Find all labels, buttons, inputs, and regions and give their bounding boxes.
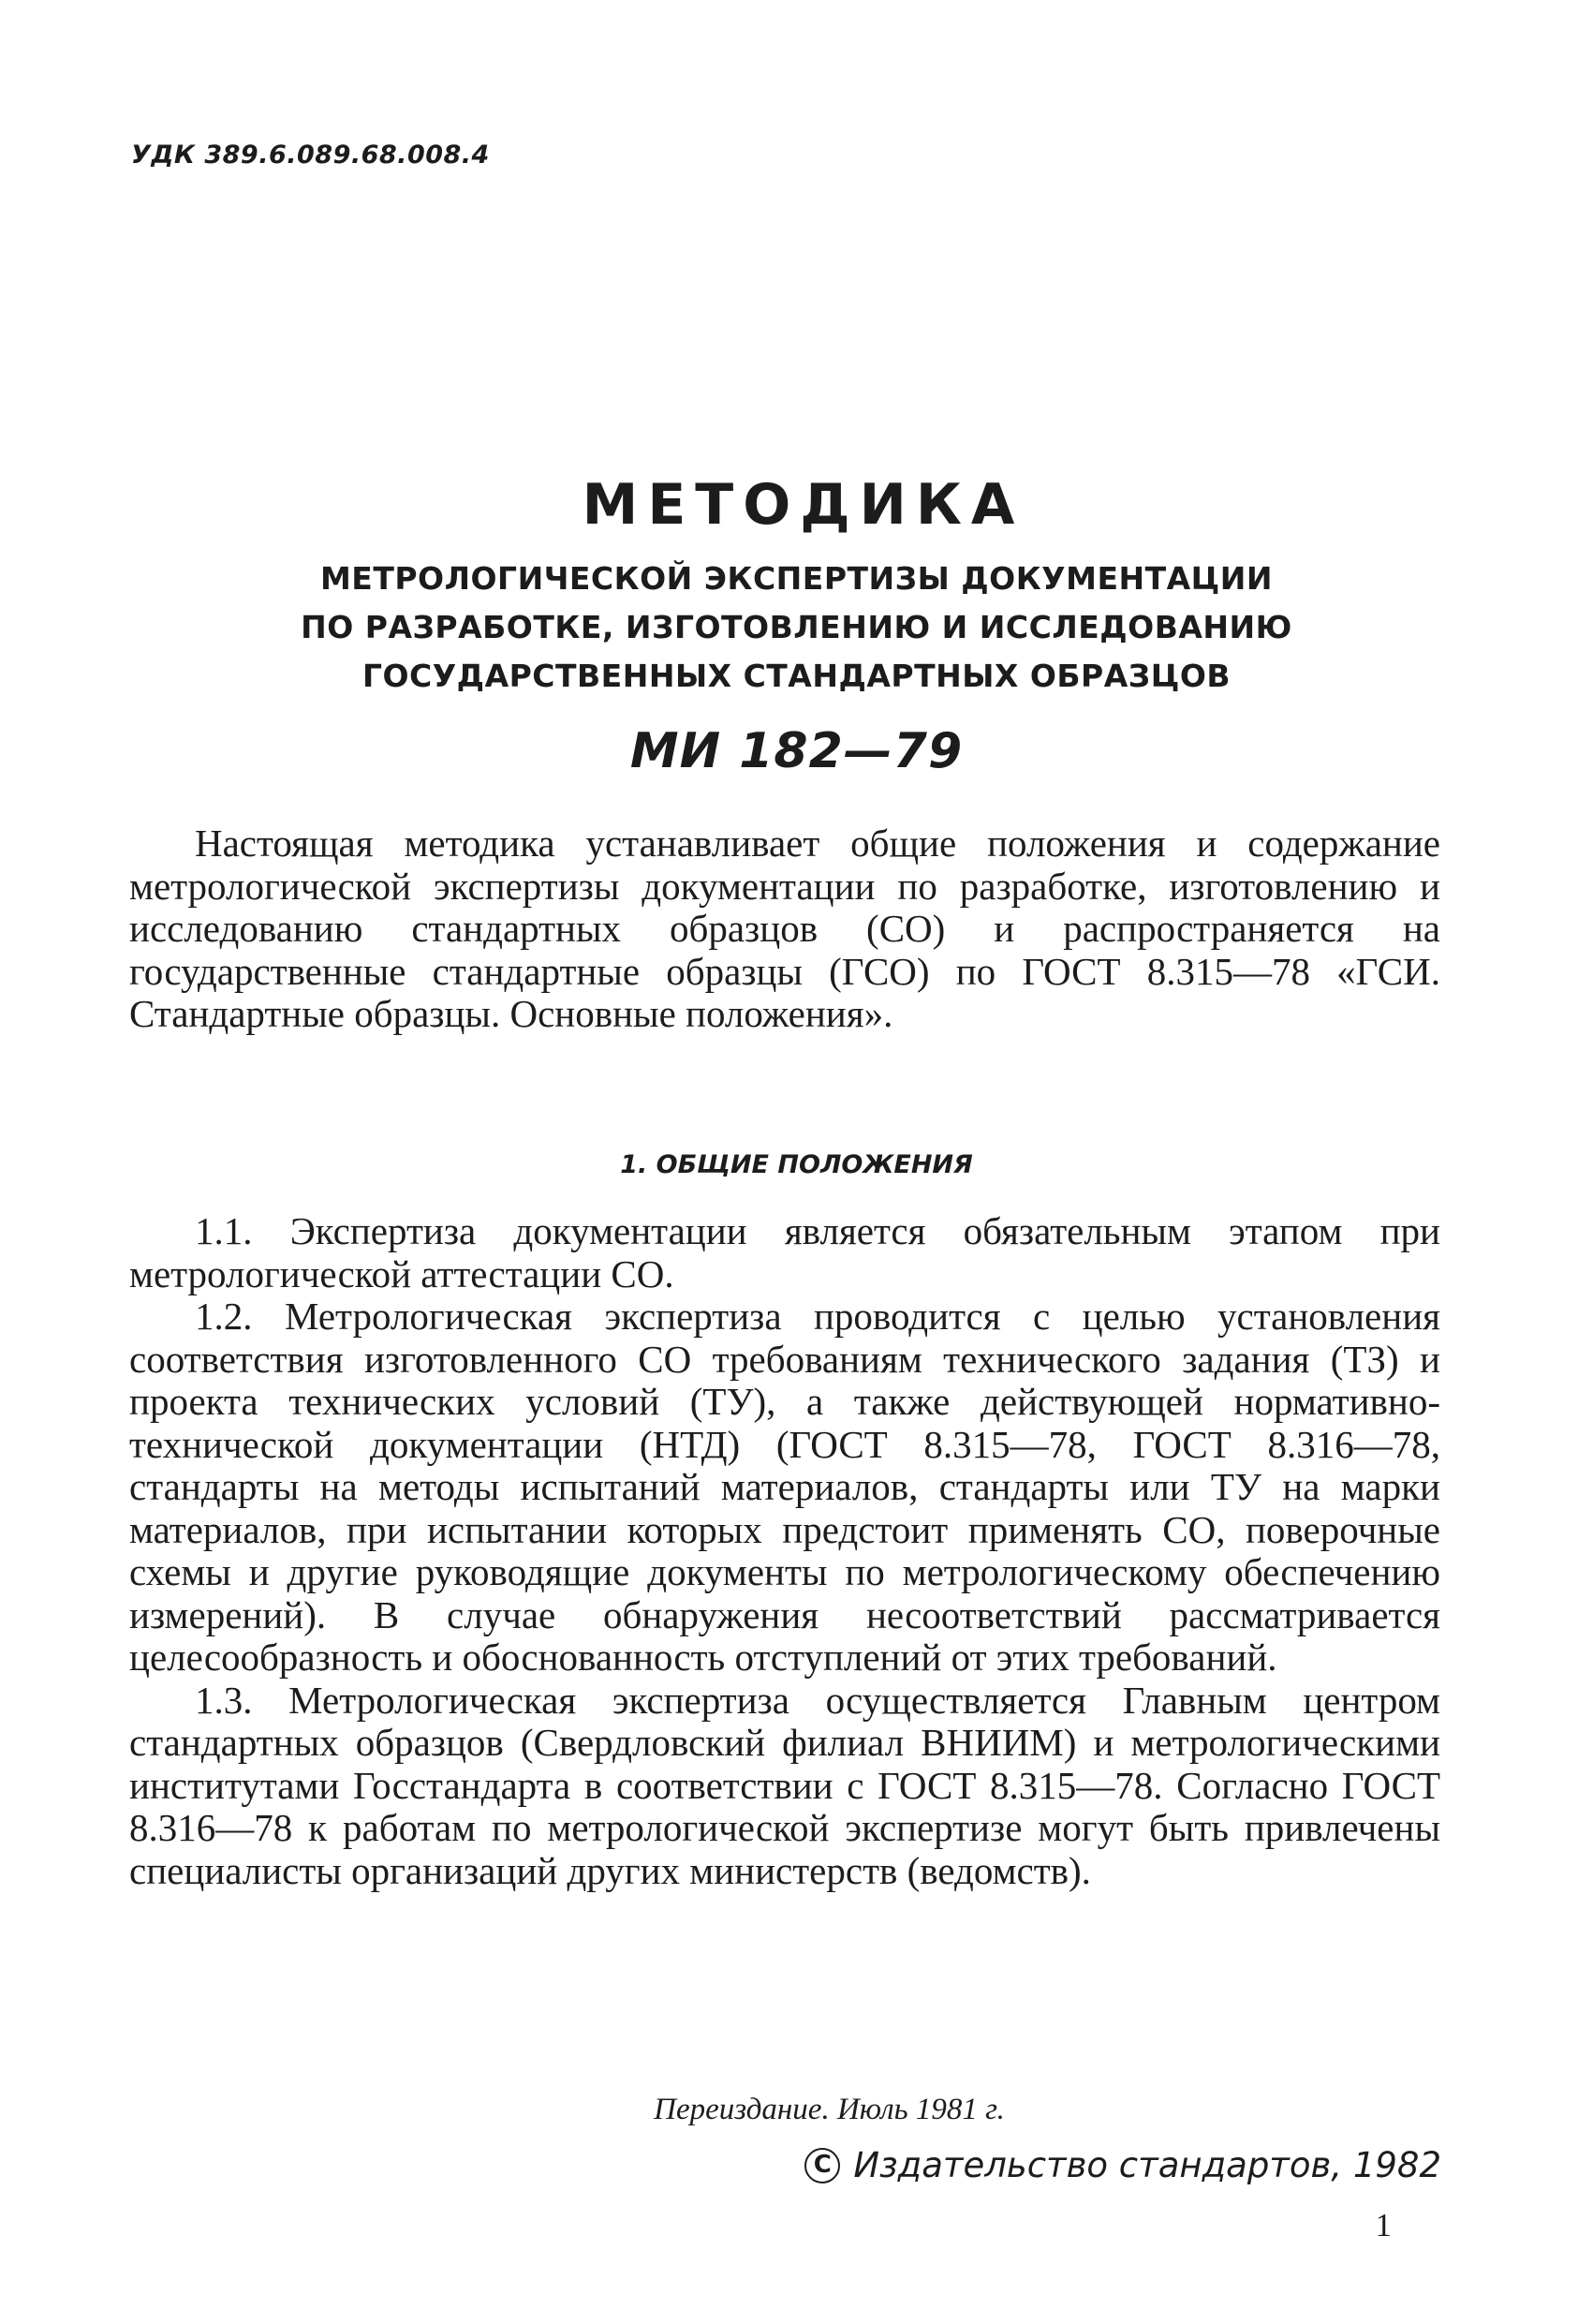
document-title: МЕТОДИКА xyxy=(582,472,1025,538)
page-number: 1 xyxy=(1375,2207,1392,2243)
clause-1-1: 1.1. Экспертиза документации является обязательным этапом при метрологической аттестации СО. xyxy=(129,1209,1440,1295)
clause-1-2: 1.2. Метрологическая экспертиза проводится с целью установления соответствия изготовленного СО требованиям технического задания (ТЗ) и проекта технических условий (ТУ), а также действующей нормативно-технической документации (НТД) (ГОСТ 8.315—78, ГОСТ 8.316—78, стандарты на методы испытаний материалов, стандарты или ТУ на марки материалов, при испытании которых предстоит применять СО, поверочные схемы и другие руководящие документы по метрологическому обеспечению измерений). В случае обнаружения несоответствий рассматривается целесообразность и обоснованность отступлений от этих требований. xyxy=(129,1295,1440,1679)
copyright-line xyxy=(804,2145,1441,2185)
document-subtitle-line-1: МЕТРОЛОГИЧЕСКОЙ ЭКСПЕРТИЗЫ ДОКУМЕНТАЦИИ xyxy=(319,560,1274,597)
document-subtitle-line-3: ГОСУДАРСТВЕННЫХ СТАНДАРТНЫХ ОБРАЗЦОВ xyxy=(361,658,1232,694)
udk-code: УДК 389.6.089.68.008.4 xyxy=(131,141,490,170)
document-subtitle-line-2: ПО РАЗРАБОТКЕ, ИЗГОТОВЛЕНИЮ И ИССЛЕДОВАНИЮ xyxy=(301,609,1292,645)
document-code: МИ 182—79 xyxy=(629,723,964,779)
clause-1-3: 1.3. Метрологическая экспертиза осуществляется Главным центром стандартных образцов (Свердловский филиал ВНИИМ) и метрологическими институтами Госстандарта в соответствии с ГОСТ 8.315—78. Согласно ГОСТ 8.316—78 к работам по метрологической экспертизе могут быть привлечены специалисты организаций других министерств (ведомств). xyxy=(129,1678,1440,1892)
reprint-note: Переиздание. Июль 1981 г. xyxy=(654,2093,1005,2126)
copyright-icon: C xyxy=(804,2148,840,2183)
intro-paragraph: Настоящая методика устанавливает общие положения и содержание метрологической экспертизы документации по разработке, изготовлению и исследованию стандартных образцов (СО) и распространяется на государственные стандартные образцы (ГСО) по ГОСТ 8.315—78 «ГСИ. Стандартные образцы. Основные положения». xyxy=(129,822,1440,1035)
clauses-block xyxy=(129,1210,1440,1892)
section-heading: 1. ОБЩИЕ ПОЛОЖЕНИЯ xyxy=(620,1150,973,1179)
publisher-text: Издательство стандартов, 1982 xyxy=(853,2145,1441,2185)
intro-block xyxy=(129,822,1440,1036)
